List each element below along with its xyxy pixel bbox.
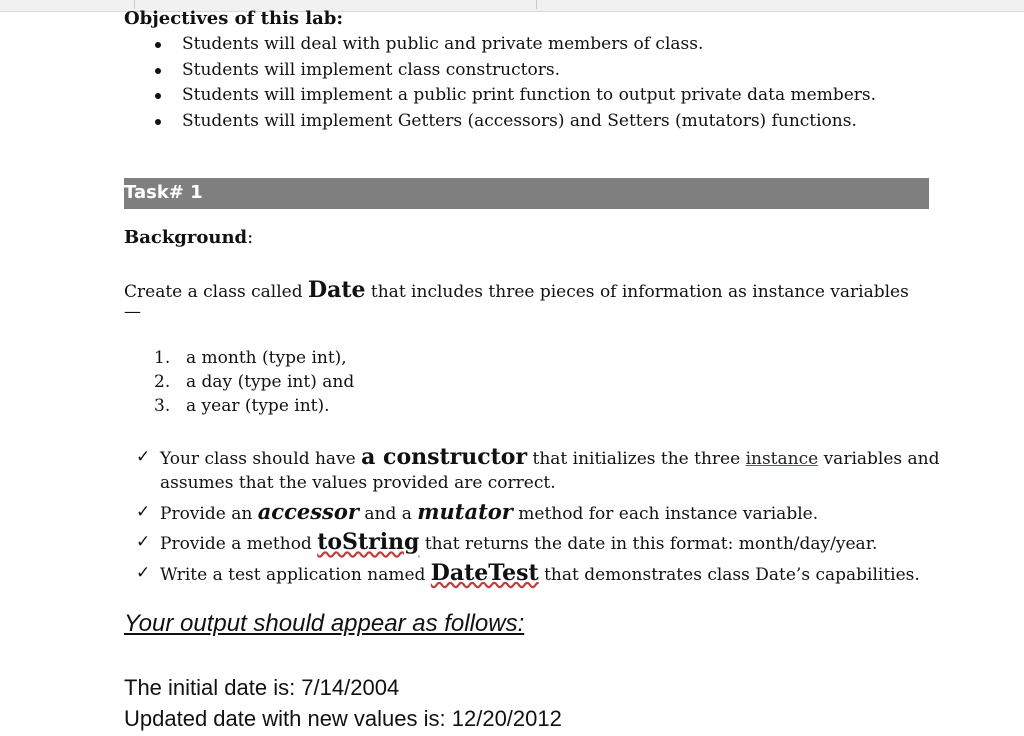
item-number: 1. xyxy=(154,348,171,368)
list-item xyxy=(124,372,354,396)
check-item-accessor xyxy=(124,500,940,526)
checkmark-icon: ✓ xyxy=(136,532,151,552)
list-item xyxy=(124,85,876,111)
objective-text: Students will implement class constructors. xyxy=(182,59,560,80)
list-item xyxy=(124,34,876,60)
requirements-checklist xyxy=(124,445,940,591)
ruler-tick xyxy=(536,0,537,9)
item-text: a day (type int) and xyxy=(186,372,355,392)
datetest-emphasis: DateTest xyxy=(430,559,539,586)
objectives-title: Objectives of this lab: xyxy=(124,8,344,29)
list-item xyxy=(124,396,354,420)
bullet-icon xyxy=(155,93,161,99)
instance-variable-list xyxy=(124,348,354,420)
check-text: Provide a method xyxy=(160,534,318,554)
objective-text: Students will implement Getters (accessors) and Setters (mutators) functions. xyxy=(182,110,857,131)
class-name-date: Date xyxy=(308,277,366,303)
background-colon: : xyxy=(247,227,254,248)
check-text: method for each instance variable. xyxy=(512,503,819,524)
item-text: a year (type int). xyxy=(186,396,330,416)
check-text: Your class should have xyxy=(160,449,362,469)
check-text: that returns the date in this format: month/day/year. xyxy=(419,534,878,554)
list-item xyxy=(124,348,354,372)
check-text: Provide an xyxy=(160,503,258,524)
background-title: Background xyxy=(124,227,248,248)
background-heading xyxy=(124,227,253,248)
check-text: that demonstrates class Date’s capabilities. xyxy=(538,564,920,585)
check-item-constructor xyxy=(124,445,940,495)
task-header-bar xyxy=(124,178,929,209)
instance-link[interactable]: instance xyxy=(745,449,819,469)
item-text: a month (type int), xyxy=(186,348,347,368)
em-dash: — xyxy=(124,302,141,322)
constructor-emphasis: a constructor xyxy=(361,444,528,470)
create-text-before: Create a class called xyxy=(124,282,308,302)
check-text: that initializes the three xyxy=(527,449,746,469)
objective-text: Students will implement a public print function to output private data members. xyxy=(182,85,877,105)
bullet-icon xyxy=(155,42,161,48)
checkmark-icon: ✓ xyxy=(136,447,151,467)
mutator-emphasis: mutator xyxy=(417,498,513,524)
check-text: Write a test application named xyxy=(160,564,431,585)
objective-text: Students will deal with public and private members of class. xyxy=(182,34,704,54)
bullet-icon xyxy=(155,119,161,125)
item-number: 3. xyxy=(154,396,171,416)
check-text: variables and xyxy=(818,449,940,469)
output-line-updated: Updated date with new values is: 12/20/2012 xyxy=(124,706,562,731)
output-line-initial: The initial date is: 7/14/2004 xyxy=(124,675,400,700)
accessor-emphasis: accessor xyxy=(257,498,359,524)
checkmark-icon: ✓ xyxy=(136,562,151,583)
create-class-sentence xyxy=(124,277,909,303)
tostring-emphasis: toString xyxy=(317,529,420,555)
check-text: and a xyxy=(358,503,418,524)
output-heading: Your output should appear as follows: xyxy=(124,610,525,637)
create-text-after: that includes three pieces of information as instance variables xyxy=(365,282,909,302)
checkmark-icon: ✓ xyxy=(136,501,151,522)
list-item xyxy=(124,111,876,137)
list-item xyxy=(124,60,876,86)
task-label: Task# 1 xyxy=(124,182,203,203)
check-item-datetest xyxy=(124,561,940,587)
bullet-icon xyxy=(155,68,161,74)
check-item-tostring xyxy=(124,530,940,556)
check-text-line2: assumes that the values provided are correct. xyxy=(160,473,556,493)
item-number: 2. xyxy=(154,372,171,392)
objectives-list xyxy=(124,34,876,136)
